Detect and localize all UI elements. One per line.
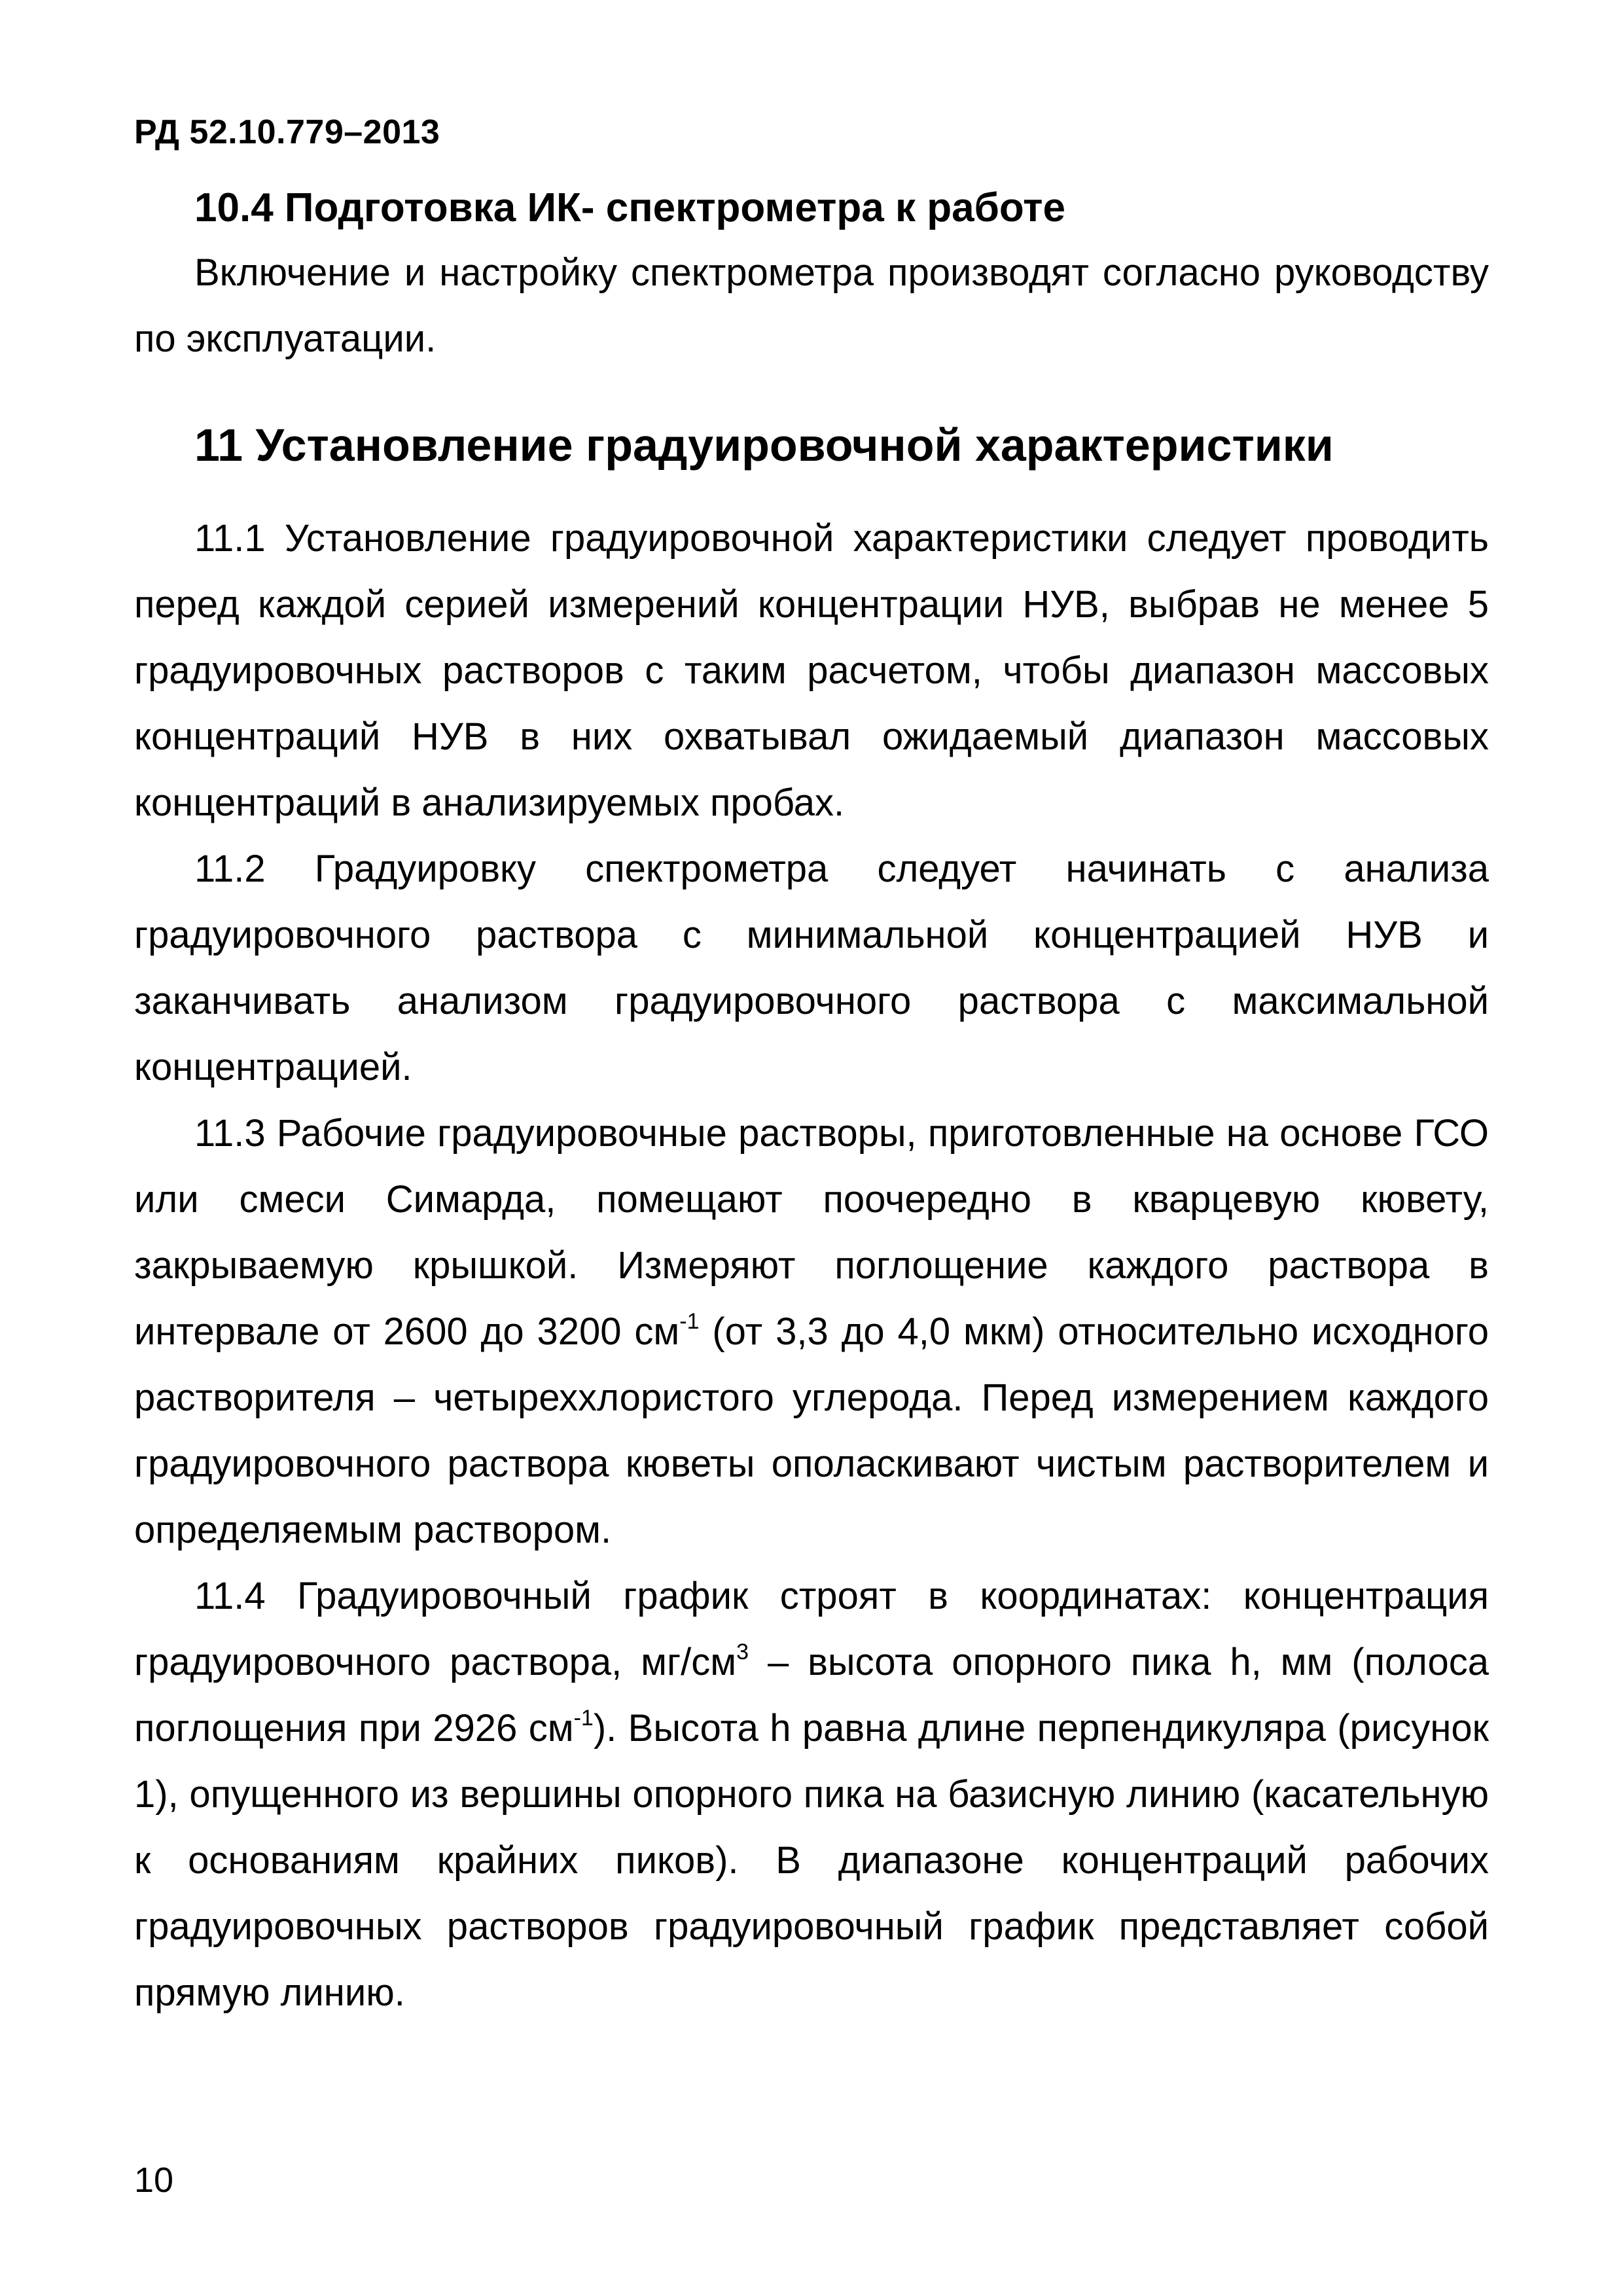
document-code: РД 52.10.779–2013: [134, 113, 440, 151]
superscript-cubic: 3: [736, 1640, 749, 1664]
paragraph-11-2: 11.2 Градуировку спектрометра следует начинать с анализа градуировочного раствора с минимальной концентрацией НУВ и заканчивать анализом градуировочного раствора с максимальной концентрацией.: [134, 848, 1489, 1088]
paragraph-11-4-text-2: – высота опорного пика h, мм (полоса поглощения при 2926 см: [134, 1641, 1489, 1749]
paragraph-11-3-text-2: (от 3,3 до 4,0 мкм) относительно исходного растворителя – четыреххлористого углерода. Перед измерением каждого градуировочного раствора кюветы ополаскивают чистым растворителем и определяемым раствором.: [134, 1310, 1489, 1551]
superscript-minus-one: -1: [573, 1706, 594, 1731]
paragraph-11-3-text-1: 11.3 Рабочие градуировочные растворы, приготовленные на основе ГСО или смеси Симарда, помещают поочередно в кварцевую кювету, закрываемую крышкой. Измеряют поглощение каждого раствора в интервале от 2600 до 3200 см: [134, 1112, 1489, 1353]
paragraph-10-4: Включение и настройку спектрометра производят согласно руководству по эксплуатации.: [134, 251, 1489, 360]
paragraph-11-4: [134, 1563, 1489, 2026]
section-title-11: 11 Установление градуировочной характеристики: [194, 420, 1334, 471]
paragraph-11-4-text-1: 11.4 Градуировочный график строят в координатах: концентрация градуировочного раствора, мг/см: [134, 1575, 1489, 1683]
paragraph-11-3: [134, 1100, 1489, 1563]
paragraph-11-4-text-3: ). Высота h равна длине перпендикуляра (рисунок 1), опущенного из вершины опорного пика на базисную линию (касательную к основаниям крайних пиков). В диапазоне концентраций рабочих градуировочных растворов градуировочный график представляет собой прямую линию.: [134, 1707, 1489, 2014]
page-number: 10: [134, 2161, 174, 2200]
page-content: [134, 177, 1489, 2026]
subsection-title-10-4: 10.4 Подготовка ИК- спектрометра к работе: [194, 185, 1066, 230]
superscript-minus-one: -1: [679, 1309, 700, 1334]
paragraph-11-1: 11.1 Установление градуировочной характеристики следует проводить перед каждой серией измерений концентрации НУВ, выбрав не менее 5 градуировочных растворов с таким расчетом, чтобы диапазон массовых концентраций НУВ в них охватывал ожидаемый диапазон массовых концентраций в анализируемых пробах.: [134, 517, 1489, 824]
